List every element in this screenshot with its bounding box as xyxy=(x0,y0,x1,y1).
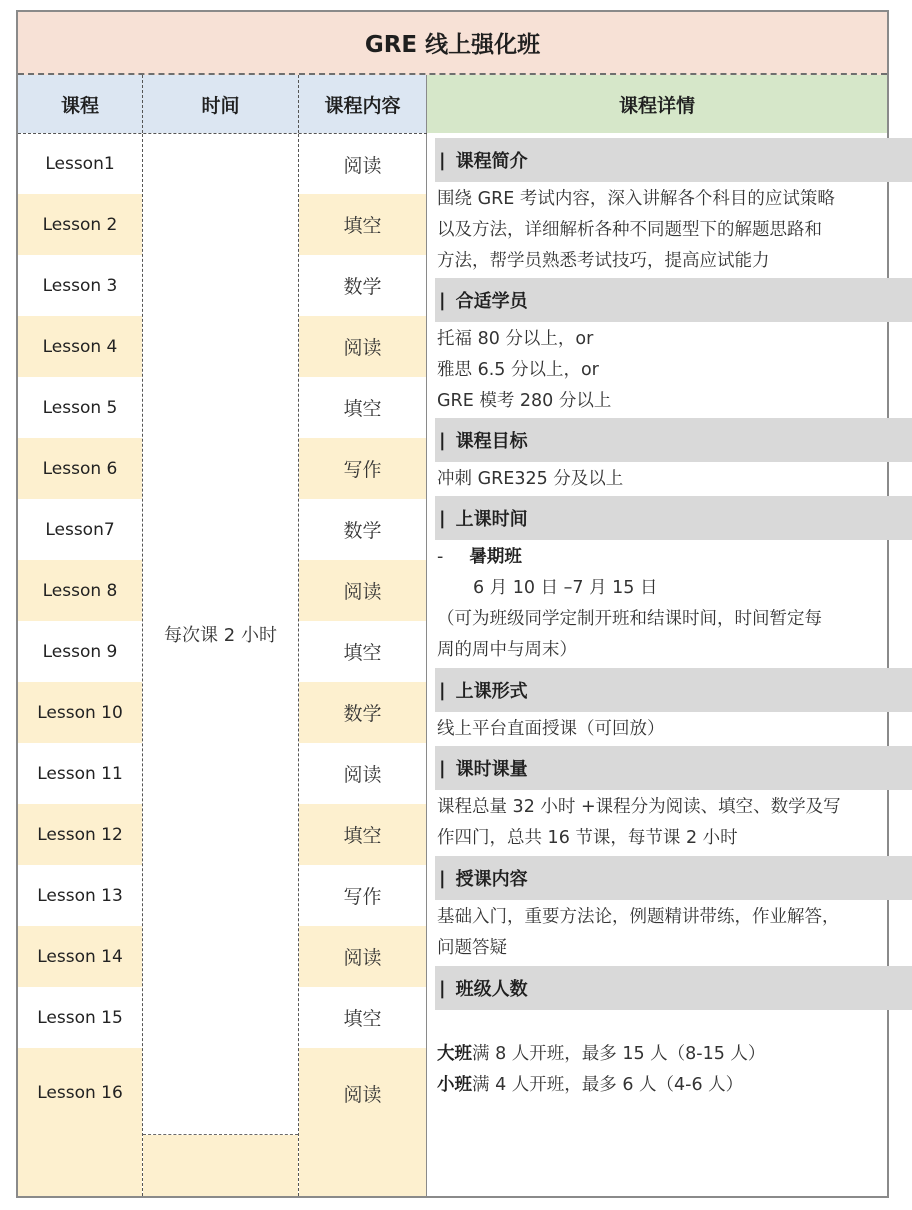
students-line-3: GRE 模考 280 分以上 xyxy=(437,391,612,411)
lesson-name-cell: Lesson 13 xyxy=(18,865,142,927)
lesson-name-cell: Lesson 11 xyxy=(18,743,142,805)
schedule-note-2: 周的周中与周末） xyxy=(437,640,577,660)
lesson-content-cell: 填空 xyxy=(299,987,426,1049)
header-details: 课程详情 xyxy=(427,75,887,133)
lesson-name-cell: Lesson 2 xyxy=(18,194,142,256)
lesson-content-cell: 阅读 xyxy=(299,926,426,988)
hours-heading: | 课时课量 xyxy=(435,746,912,790)
lesson-footer-cell xyxy=(18,1138,142,1196)
students-line-1: 托福 80 分以上，or xyxy=(437,329,594,349)
lesson-name-cell: Lesson 9 xyxy=(18,621,142,683)
format-line-1: 线上平台直面授课（可回放） xyxy=(437,719,665,739)
lesson-content-cell: 填空 xyxy=(299,621,426,683)
lesson-content-cell: 阅读 xyxy=(299,134,426,195)
schedule-note-1: （可为班级同学定制开班和结课时间，时间暂定每 xyxy=(437,609,822,629)
lesson-content-cell: 写作 xyxy=(299,865,426,927)
lesson-name-cell: Lesson 5 xyxy=(18,377,142,439)
header-course: 课程 xyxy=(18,75,143,133)
goal-heading: | 课程目标 xyxy=(435,418,912,462)
lesson-name-cell: Lesson 16 xyxy=(18,1048,142,1139)
lesson-content-cell: 写作 xyxy=(299,438,426,500)
lesson-name-cell: Lesson 8 xyxy=(18,560,142,622)
lesson-name-cell: Lesson 6 xyxy=(18,438,142,500)
lesson-name-cell: Lesson 3 xyxy=(18,255,142,317)
lesson-name-cell: Lesson 12 xyxy=(18,804,142,866)
schedule-term: - 暑期班 xyxy=(437,547,522,567)
lesson-name-cell: Lesson 10 xyxy=(18,682,142,744)
header-time: 时间 xyxy=(143,75,299,133)
intro-line-3: 方法，帮学员熟悉考试技巧，提高应试能力 xyxy=(437,251,770,271)
hours-line-2: 作四门，总共 16 节课，每节课 2 小时 xyxy=(437,828,738,848)
course-table xyxy=(16,10,889,1198)
intro-line-2: 以及方法，详细解析各种不同题型下的解题思路和 xyxy=(437,220,822,240)
class-size-big: 大班满 8 人开班，最多 15 人（8-15 人） xyxy=(437,1044,766,1064)
lesson-content-cell: 阅读 xyxy=(299,560,426,622)
hours-line-1: 课程总量 32 小时 +课程分为阅读、填空、数学及写 xyxy=(437,797,841,817)
lesson-name-cell: Lesson 14 xyxy=(18,926,142,988)
lesson-column xyxy=(18,134,143,1196)
lesson-content-cell: 阅读 xyxy=(299,316,426,378)
lesson-content-cell: 数学 xyxy=(299,499,426,561)
lesson-content-cell: 阅读 xyxy=(299,743,426,805)
lesson-name-cell: Lesson1 xyxy=(18,134,142,195)
teaching-heading: | 授课内容 xyxy=(435,856,912,900)
lesson-content-cell: 填空 xyxy=(299,804,426,866)
lesson-content-cell: 阅读 xyxy=(299,1048,426,1139)
lesson-name-cell: Lesson 15 xyxy=(18,987,142,1049)
intro-heading: | 课程简介 xyxy=(435,138,912,182)
lesson-content-cell: 数学 xyxy=(299,682,426,744)
schedule-heading: | 上课时间 xyxy=(435,496,912,540)
teaching-line-1: 基础入门，重要方法论，例题精讲带练，作业解答， xyxy=(437,907,840,927)
content-column xyxy=(299,134,427,1196)
lesson-content-cell: 数学 xyxy=(299,255,426,317)
content-footer-cell xyxy=(299,1138,426,1196)
goal-line-1: 冲刺 GRE325 分及以上 xyxy=(437,469,624,489)
lesson-name-cell: Lesson7 xyxy=(18,499,142,561)
format-heading: | 上课形式 xyxy=(435,668,912,712)
class-size-small: 小班满 4 人开班，最多 6 人（4-6 人） xyxy=(437,1075,744,1095)
students-line-2: 雅思 6.5 分以上，or xyxy=(437,360,599,380)
time-footer-cell xyxy=(143,1135,298,1196)
time-cell: 每次课 2 小时 xyxy=(143,134,298,1135)
schedule-dates: 6 月 10 日 –7 月 15 日 xyxy=(473,578,658,598)
header-content: 课程内容 xyxy=(299,75,427,133)
class-size-heading: | 班级人数 xyxy=(435,966,912,1010)
time-column xyxy=(143,134,299,1196)
table-title: GRE 线上强化班 xyxy=(18,12,887,75)
details-column xyxy=(427,134,887,1196)
lesson-content-cell: 填空 xyxy=(299,377,426,439)
lesson-name-cell: Lesson 4 xyxy=(18,316,142,378)
lesson-content-cell: 填空 xyxy=(299,194,426,256)
intro-line-1: 围绕 GRE 考试内容，深入讲解各个科目的应试策略 xyxy=(437,189,835,209)
teaching-line-2: 问题答疑 xyxy=(437,938,507,958)
students-heading: | 合适学员 xyxy=(435,278,912,322)
